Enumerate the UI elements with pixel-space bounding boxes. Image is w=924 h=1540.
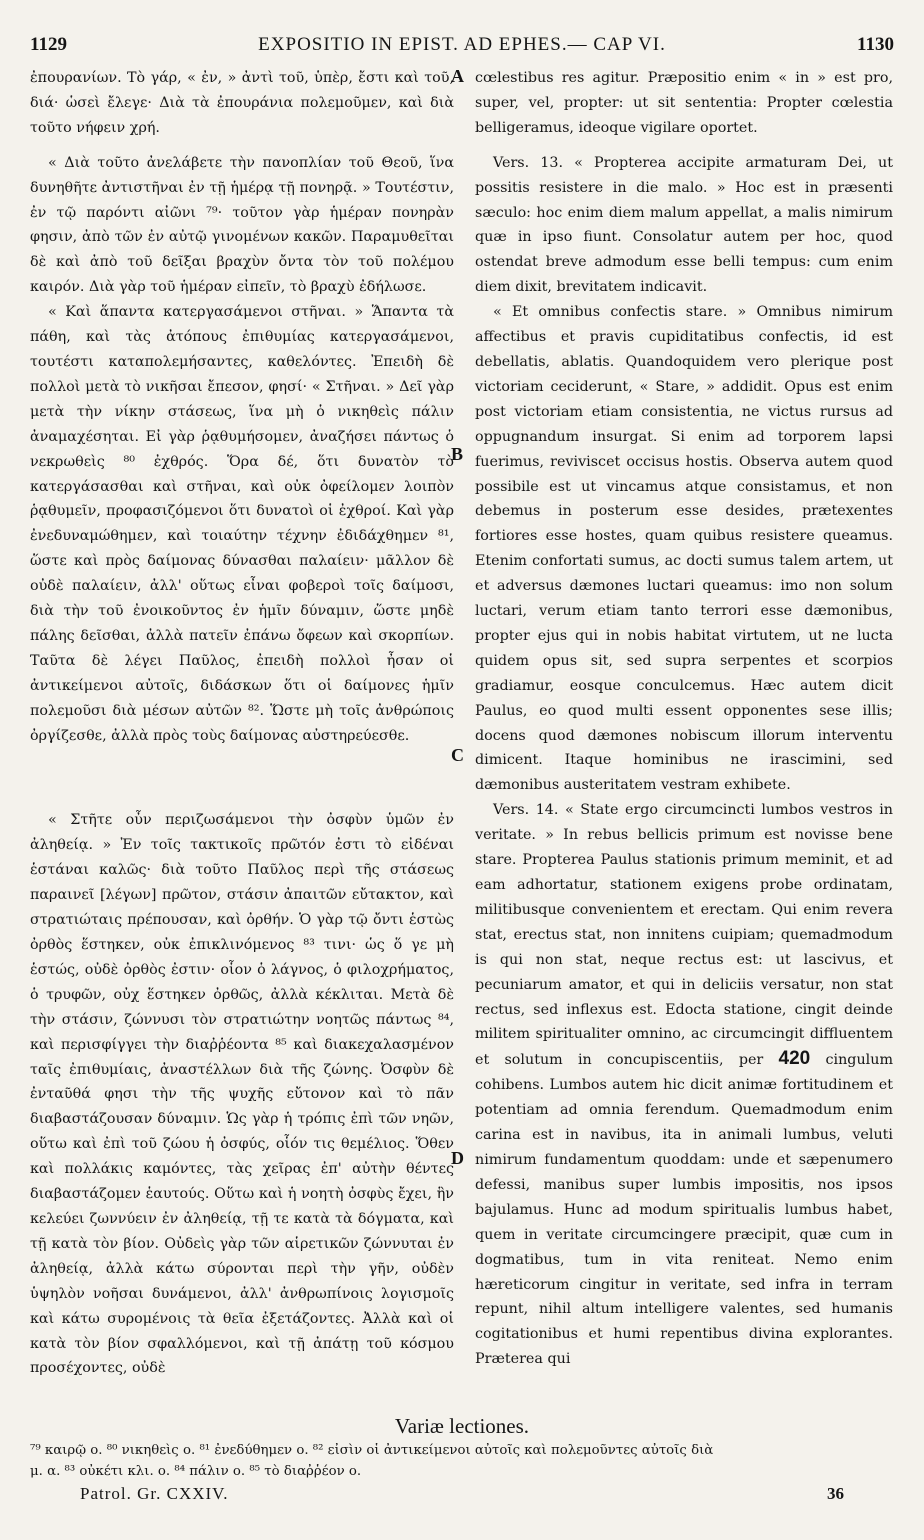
latin-paragraph: « Et omnibus confectis stare. » Omnibus nimirum affectibus et pravis cupiditatibus confectis, id est debellatis, ablatis. Quandoquidem vero plerique post victoriam ceciderunt, « Stare, » addidit. Opus est enim post victoriam etiam consistentia, ne victus rursus ad oppugnandum insurgat. Si enim ad torporem lapsi fuerimus, reviviscet occisus hostis. Observa autem quod possibile est ut vincamus atque consistamus, et non debemus in posterum esse desides, prætexentes fortiores esse hostes, quam quibus resistere queamus. Etenim confortati sumus, ac docti sumus talem artem, ut et adversus dæmones luctari queamus: imo non solum luctari, verum etiam tanto terrori esse dæmonibus, propter ejus qui in nobis habitat virtutem, ut ne lucta quidem opus sit, sed supra serpentes et scorpios gradiamur, eosque conculcemus. Hæc autem dicit Paulus, eo quod multi essent opponentes sese illis; docens quod dæmones nobiscum illorum interventu dimicent. Itaque hominibus ne irascimini, sed dæmonibus austeritatem vestram exhibete.: [475, 304, 893, 794]
latin-column: [475, 66, 893, 1372]
greek-column: [30, 66, 454, 1381]
page-number-left: 1129: [30, 34, 67, 55]
latin-paragraph: cœlestibus res agitur. Præpositio enim « in » est pro, super, vel, propter: ut sit sententia: Propter cœlestia belligeramus, ideoque vigilare oportet.: [475, 70, 893, 136]
column-figure-number: 420: [778, 1048, 811, 1070]
page-number-right: 1130: [857, 34, 894, 55]
latin-paragraph: [475, 798, 893, 1372]
variant-line: μ. α. ⁸³ οὐκέτι κλι. ο. ⁸⁴ πάλιν ο. ⁸⁵ τὸ διαῤῥέον ο.: [30, 1464, 362, 1479]
margin-letter-a: A: [451, 66, 464, 86]
latin-paragraph-text: cingulum cohibens. Lumbos autem hic dicit animæ fortitudinem et potentiam ad omnia ferendum. Quemadmodum enim carina est in navibus, ita in animali lumbus, veluti nimirum fundamentum quoddam: unde et sæpenumero defessi, manibus super lumbis impositis, nos ipsos bajulamus. Hunc ad modum spiritualis lumbus habet, quem in veritate circumcingere præcipit, quæ cum in dogmatibus, tum in vita reniteat. Nemo enim hæreticorum cingitur in veritate, sed infra in terram repunt, nihil altum intelligere valentes, sed humanis cogitationibus et humi repentibus divina explorantes. Præterea qui: [475, 1052, 893, 1368]
footer-sheet-number: 36: [827, 1484, 844, 1503]
margin-letter-c: C: [451, 745, 464, 765]
greek-paragraph: « Καὶ ἅπαντα κατεργασάμενοι στῆναι. » Ἅπαντα τὰ πάθη, καὶ τὰς ἀτόπους ἐπιθυμίας κατεργασάμενοι, τουτέστι καταπολεμήσαντες, καθελόντες. Ἐπειδὴ δὲ πολλοὶ μετὰ τὸ νικῆσαι ἔπεσον, φησί· « Στῆναι. » Δεῖ γὰρ μετὰ τὴν νίκην στάσεως, ἵνα μὴ ὁ νικηθεὶς πάλιν ἀναμαχέσηται. Εἰ γὰρ ῥᾳθυμήσομεν, ἀναζήσει πάντως ὁ νεκρωθεὶς ⁸⁰ ἐχθρός. Ὅρα δέ, ὅτι δυνατὸν τὸ κατεργάσασθαι καὶ στῆναι, καὶ οὐκ ὀφείλομεν λοιπὸν ῥᾳθυμεῖν, προφασιζόμενοι ὅτι δυνατοὶ οἱ ἐχθροί. Καὶ γὰρ ἐνεδυναμώθημεν, καὶ τοιαύτην τέχνην ἐδιδάχθημεν ⁸¹, ὥστε καὶ πρὸς δαίμονας δύνασθαι παλαίειν· μᾶλλον δὲ οὐδὲ παλαίειν, ἀλλ' οὕτως εἶναι φοβεροὶ τοῖς δαίμοσι, διὰ τὴν τοῦ ἐνοικοῦντος ἐν ἡμῖν δύναμιν, ὥστε μηδὲ πάλης δεῖσθαι, ἀλλὰ πατεῖν ἐπάνω ὄφεων καὶ σκορπίων. Ταῦτα δὲ λέγει Παῦλος, ἐπειδὴ πολλοὶ ἦσαν οἱ ἀντικείμενοι αὐτοῖς, διδάσκων ὅτι οἱ δαίμονες ἡμῖν πολεμοῦσι διὰ μέσων αὐτῶν ⁸². Ὥστε μὴ τοῖς ἀνθρώποις ὀργίζεσθε, ἀλλὰ πρὸς τοὺς δαίμονας αὐστηρεύεσθε.: [30, 304, 454, 744]
margin-letter-d: D: [451, 1148, 464, 1168]
footer-signature: Patrol. Gr. CXXIV.: [80, 1484, 229, 1503]
greek-paragraph: « Στῆτε οὖν περιζωσάμενοι τὴν ὀσφὺν ὑμῶν ἐν ἀληθείᾳ. » Ἐν τοῖς τακτικοῖς πρῶτόν ἐστι τὸ εἰδέναι ἑστάναι καλῶς· διὰ τοῦτο Παῦλος περὶ τῆς στάσεως παραινεῖ [λέγων] πρῶτον, στάσιν ἀπαιτῶν εὔτακτον, καὶ στρατιώταις πρέπουσαν, καὶ ὀρθήν. Ὁ γὰρ τῷ ὄντι ἑστὼς ὀρθὸς ἕστηκεν, οὐκ ἐπικλινόμενος ⁸³ τινι· ὡς ὅ γε μὴ ἑστώς, οὐδὲ ὀρθὸς ἐστιν· οἷον ὁ λάγνος, ὁ φιλοχρήματος, ὁ τρυφῶν, οὐχ ἕστηκεν ὀρθῶς, ἀλλὰ κέκλιται. Μετὰ δὲ τὴν στάσιν, ζώννυσι τὸν στρατιώτην νοητῶς πάντως ⁸⁴, καὶ περισφίγγει τὴν διαῤῥέοντα ⁸⁵ καὶ διακεχαλασμένον ταῖς ἐπιθυμίαις, ἀναστέλλων διὰ τῆς ζώνης. Ὀσφὺν δὲ ἐνταῦθά φησι τὴν τῆς ψυχῆς εὔτονον καὶ τὸ πᾶν διαβαστάζουσαν δύναμιν. Ὡς γὰρ ἡ τρόπις ἐπὶ τῶν νηῶν, οὕτω καὶ ἐπὶ τοῦ ζώου ἡ ὀσφύς, οἷόν τις θεμέλιος. Ὅθεν καὶ πολλάκις καμόντες, τὰς χεῖρας ἐπ' αὐτὴν θέντες διαβαστάζομεν ἑαυτούς. Οὕτω καὶ ἡ νοητὴ ὀσφὺς ἔχει, ἣν κελεύει ζωννύειν ἐν ἀληθείᾳ, τῇ τε κατὰ τὰ δόγματα, καὶ τῇ κατὰ τὸν βίον. Οὐδεὶς γὰρ τῶν αἱρετικῶν ζώννυται ἐν ἀληθείᾳ, ἀλλὰ κάτω σύρονται περὶ τὴν γῆν, οὐδὲν ὑψηλὸν νοῆσαι δυνάμενοι, ἀλλ' ἀνθρωπίνοις λογισμοῖς καὶ κάτω συρομένοις τὰ θεῖα ἐξετάζοντες. Ἀλλὰ καὶ οἱ κατὰ τὸν βίον σφαλλόμενοι, καὶ τῇ ἀπάτῃ τοῦ κόσμου προσέχοντες, οὐδὲ: [30, 812, 454, 1377]
variant-readings: [30, 1440, 894, 1482]
greek-paragraph: ἐπουρανίων. Τὸ γάρ, « ἐν, » ἀντὶ τοῦ, ὑπὲρ, ἔστι καὶ τοῦ, διά· ὡσεὶ ἔλεγε· Διὰ τὰ ἐπουράνια πολεμοῦμεν, καὶ διὰ τοῦτο νήφειν χρή.: [30, 70, 454, 136]
running-title: EXPOSITIO IN EPIST. AD EPHES.— CAP VI.: [258, 34, 666, 55]
latin-paragraph-text: Vers. 14. « State ergo circumcincti lumbos vestros in veritate. » In rebus bellicis primum est novisse bene stare. Propterea Paulus stationis primum meminit, et ad eam adhortatur, stationem exigens probe ordinatam, militibusque convenientem et erectam. Qui enim revera stat, erectus stat, non innitens cuipiam; quemadmodum is qui non stat, neque rectus est: ut lascivus, et pecuniarum amator, et qui in deliciis versatur, non stat rectus, sed inflexus est. Edocta statione, cingit deinde militem spiritualiter omnino, ac circumcingit diffluentem et solutum in concupiscentiis, per: [475, 802, 893, 1069]
margin-letter-b: B: [451, 444, 464, 464]
variae-lectiones-heading: Variæ lectiones.: [394, 1414, 530, 1438]
variant-line: ⁷⁹ καιρῷ ο. ⁸⁰ νικηθεὶς ο. ⁸¹ ἐνεδύθημεν ο. ⁸² εἰσὶν οἱ ἀντικείμενοι αὐτοῖς καὶ πολεμοῦντες αὐτοῖς διὰ: [30, 1443, 714, 1458]
greek-paragraph: « Διὰ τοῦτο ἀνελάβετε τὴν πανοπλίαν τοῦ Θεοῦ, ἵνα δυνηθῆτε ἀντιστῆναι ἐν τῇ ἡμέρᾳ τῇ πονηρᾷ. » Τουτέστιν, ἐν τῷ παρόντι αἰῶνι ⁷⁹· τοῦτον γὰρ ἡμέραν πονηρὰν φησιν, ἀπὸ τῶν ἐν αὐτῷ γινομένων κακῶν. Παραμυθεῖται δὲ καὶ ἀπὸ τοῦ δεῖξαι βραχὺν ὄντα τὸν τοῦ πολέμου καιρόν. Διὰ γὰρ τοῦ ἡμέραν εἰπεῖν, τὸ βραχὺ ἐδήλωσε.: [30, 154, 454, 296]
running-header: [30, 34, 894, 60]
latin-paragraph: Vers. 13. « Propterea accipite armaturam Dei, ut possitis resistere in die malo. » Hoc est in præsenti sæculo: hoc enim diem malum appellat, a malis nimirum quæ in ipso fiunt. Consolatur autem per hoc, quod ostendat breve admodum esse belli tempus: cum enim diem dixit, brevitatem indicavit.: [475, 154, 893, 296]
